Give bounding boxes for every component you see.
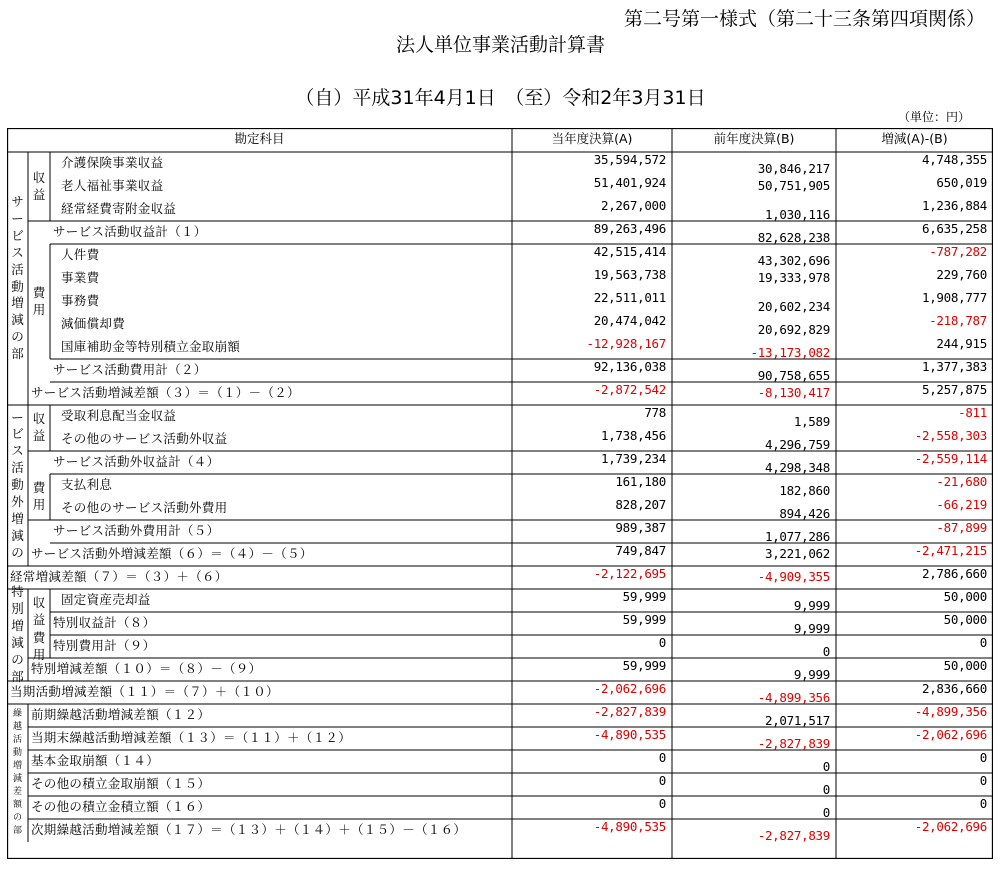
value-current: 989,387	[615, 520, 666, 535]
value-previous: 0	[822, 644, 830, 659]
value-previous: 20,692,829	[757, 322, 830, 337]
value-current: 42,515,414	[593, 244, 666, 259]
section-label: 繰 越 活 動 増 減 差 額 の 部	[12, 708, 22, 837]
value-change: 0	[979, 750, 987, 765]
row-label: 固定資産売却益	[61, 592, 151, 607]
value-change: 2,786,660	[921, 566, 987, 581]
value-change: -2,471,215	[914, 543, 987, 558]
row-label: サービス活動外収益計（４）	[53, 454, 220, 469]
value-previous: 30,846,217	[757, 161, 830, 176]
value-previous: -4,899,356	[757, 690, 830, 705]
value-current: 0	[658, 750, 666, 765]
value-previous: 19,333,978	[757, 270, 830, 285]
value-previous: 0	[822, 782, 830, 797]
row-label: サービス活動収益計（１）	[53, 224, 207, 239]
subsection-label: 収 益	[32, 169, 46, 202]
section-label: 特 別 増 減 の 部	[11, 584, 24, 684]
value-change: -218,787	[929, 313, 987, 328]
value-change: 0	[979, 635, 987, 650]
value-change: 50,000	[943, 658, 987, 673]
value-change: 4,748,355	[921, 152, 987, 167]
value-previous: 2,071,517	[764, 713, 830, 728]
value-previous: 1,030,116	[764, 207, 830, 222]
value-change: 650,019	[936, 175, 987, 190]
subsection-label: 費 用	[32, 480, 46, 512]
value-current: 89,263,496	[593, 221, 666, 236]
value-change: 2,836,660	[921, 681, 987, 696]
section-label: ー ビ ス 活 動 外 増 減 の	[11, 409, 24, 560]
value-current: -4,890,535	[593, 727, 666, 742]
row-label: 特別増減差額（１０）＝（８）－（９）	[31, 661, 262, 676]
row-label: その他の積立金取崩額（１５）	[31, 776, 211, 791]
value-previous: 43,302,696	[757, 253, 830, 268]
row-label: サービス活動外増減差額（６）＝（４）－（５）	[31, 546, 313, 561]
value-change: 50,000	[943, 589, 987, 604]
row-label: 受取利息配当金収益	[61, 408, 177, 423]
value-current: 749,847	[615, 543, 666, 558]
value-current: -2,827,839	[593, 704, 666, 719]
unit-label: （単位：円）	[897, 110, 970, 124]
value-change: 229,760	[936, 267, 987, 282]
subsection-label: 収 益	[32, 595, 46, 627]
row-label: サービス活動費用計（２）	[53, 362, 207, 377]
value-previous: -2,827,839	[757, 828, 830, 843]
subsection-label: 費 用	[32, 629, 46, 662]
statement-table	[7, 128, 993, 859]
value-current: -4,890,535	[593, 819, 666, 834]
value-previous: 4,298,348	[764, 460, 830, 475]
value-previous: -8,130,417	[757, 385, 830, 400]
value-current: 20,474,042	[593, 313, 666, 328]
document-title: 法人単位事業活動計算書	[395, 34, 605, 56]
value-previous: 0	[822, 759, 830, 774]
value-previous: 3,221,062	[764, 546, 830, 561]
value-change: -787,282	[929, 244, 987, 259]
row-label: 国庫補助金等特別積立金取崩額	[61, 339, 241, 354]
value-change: 5,257,875	[921, 382, 987, 397]
value-change: 6,635,258	[921, 221, 987, 236]
value-change: 244,915	[936, 336, 987, 351]
value-change: -811	[958, 405, 987, 420]
value-change: 1,908,777	[921, 290, 987, 305]
column-header-change: 増減(A)-(B)	[881, 131, 948, 146]
value-current: 51,401,924	[593, 175, 666, 190]
value-previous: 9,999	[793, 621, 830, 636]
value-previous: 1,589	[793, 414, 830, 429]
value-change: 0	[979, 773, 987, 788]
value-current: 778	[644, 405, 666, 420]
value-current: 59,999	[622, 658, 666, 673]
row-label: 次期繰越活動増減差額（１７）＝（１３）＋（１４）＋（１５）－（１６）	[31, 822, 467, 837]
row-label: 特別費用計（９）	[53, 638, 156, 653]
value-previous: 20,602,234	[757, 299, 830, 314]
value-current: -2,872,542	[593, 382, 666, 397]
row-label: 介護保険事業収益	[61, 155, 164, 170]
value-previous: -4,909,355	[757, 569, 830, 584]
value-current: 59,999	[622, 612, 666, 627]
row-label: 前期繰越活動増減差額（１２）	[31, 707, 211, 722]
row-label: 減価償却費	[61, 316, 126, 331]
value-change: -2,559,114	[914, 451, 987, 466]
row-label: その他のサービス活動外収益	[61, 431, 228, 446]
row-label: 老人福祉事業収益	[61, 178, 164, 193]
value-change: -2,062,696	[914, 727, 987, 742]
row-label: 支払利息	[61, 477, 113, 492]
value-previous: 1,077,286	[764, 529, 830, 544]
row-label: 当期末繰越活動増減差額（１３）＝（１１）＋（１２）	[31, 730, 352, 745]
value-previous: 9,999	[793, 667, 830, 682]
value-change: -4,899,356	[914, 704, 987, 719]
value-previous: -13,173,082	[750, 345, 830, 360]
value-current: 0	[658, 796, 666, 811]
row-label: サービス活動外費用計（５）	[53, 523, 220, 538]
row-label: その他のサービス活動外費用	[61, 500, 228, 515]
value-current: -2,062,696	[593, 681, 666, 696]
row-label: 経常増減差額（７）＝（３）＋（６）	[10, 569, 228, 584]
section-label: サ ー ビ ス 活 動 増 減 の 部	[11, 194, 24, 361]
row-label: 人件費	[61, 247, 100, 262]
row-label: サービス活動増減差額（３）＝（１）－（２）	[31, 385, 300, 400]
value-current: 828,207	[615, 497, 666, 512]
column-header-account: 勘定科目	[234, 131, 285, 146]
value-current: 1,738,456	[600, 428, 666, 443]
value-change: -66,219	[936, 497, 987, 512]
subsection-label: 収 益	[32, 411, 46, 443]
value-current: 0	[658, 773, 666, 788]
value-current: -2,122,695	[593, 566, 666, 581]
value-current: -12,928,167	[586, 336, 666, 351]
value-previous: 82,628,238	[757, 230, 830, 245]
row-label: 基本金取崩額（１４）	[31, 753, 160, 768]
value-previous: 182,860	[779, 483, 830, 498]
value-previous: 0	[822, 805, 830, 820]
column-header-previous: 前年度決算(B)	[713, 131, 795, 146]
value-current: 22,511,011	[593, 290, 666, 305]
value-change: -2,062,696	[914, 819, 987, 834]
row-label: 経常経費寄附金収益	[61, 201, 177, 216]
row-label: 事務費	[61, 293, 100, 308]
row-label: 事業費	[61, 270, 100, 285]
value-previous: -2,827,839	[757, 736, 830, 751]
row-label: 特別収益計（８）	[53, 615, 156, 630]
value-current: 92,136,038	[593, 359, 666, 374]
period: （自）平成31年4月1日 （至）令和2年3月31日	[295, 87, 706, 109]
value-previous: 90,758,655	[757, 368, 830, 383]
value-current: 59,999	[622, 589, 666, 604]
value-previous: 4,296,759	[764, 437, 830, 452]
value-change: -87,899	[936, 520, 987, 535]
value-previous: 50,751,905	[757, 178, 830, 193]
value-change: -21,680	[936, 474, 987, 489]
row-label: その他の積立金積立額（１６）	[31, 799, 211, 814]
value-change: 0	[979, 796, 987, 811]
subsection-label: 費 用	[32, 284, 46, 317]
value-current: 161,180	[615, 474, 666, 489]
value-change: -2,558,303	[914, 428, 987, 443]
value-current: 0	[658, 635, 666, 650]
value-current: 35,594,572	[593, 152, 666, 167]
row-label: 当期活動増減差額（１１）＝（７）＋（１０）	[10, 684, 279, 699]
value-current: 2,267,000	[600, 198, 666, 213]
value-change: 1,377,383	[921, 359, 987, 374]
form-number: 第二号第一様式（第二十三条第四項関係）	[623, 8, 985, 30]
value-current: 19,563,738	[593, 267, 666, 282]
column-header-current: 当年度決算(A)	[551, 131, 633, 146]
value-previous: 894,426	[779, 506, 830, 521]
value-change: 50,000	[943, 612, 987, 627]
value-previous: 9,999	[793, 598, 830, 613]
value-change: 1,236,884	[921, 198, 987, 213]
value-current: 1,739,234	[600, 451, 666, 466]
